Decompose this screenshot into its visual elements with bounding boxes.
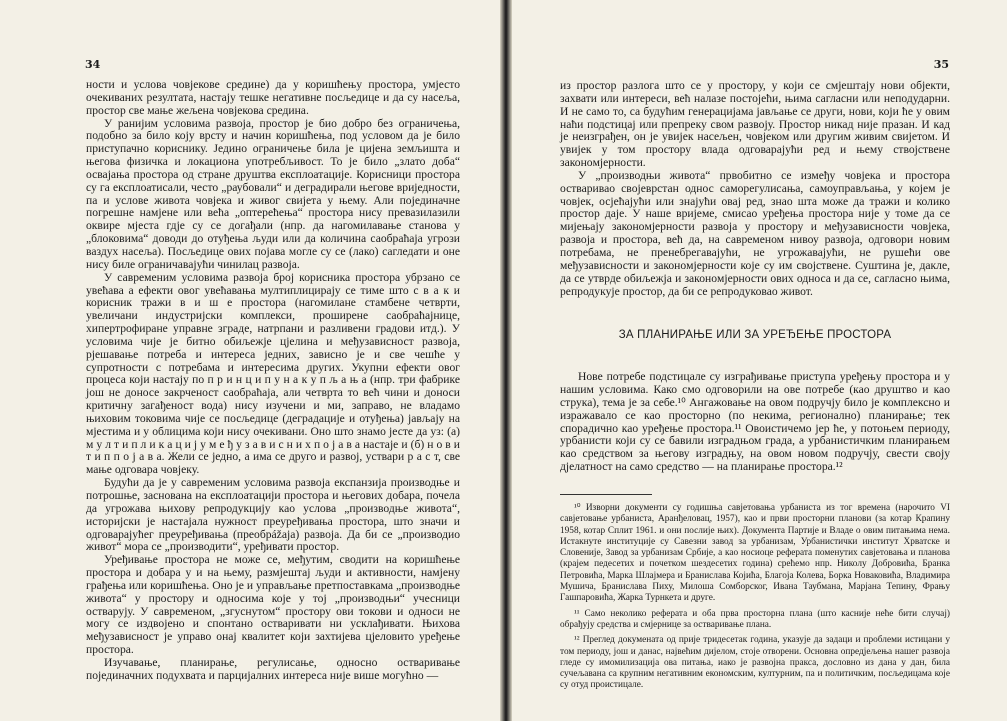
paragraph: Уређивање простора не може се, међутим, сводити на коришћење простора и добара у и на њему, размјештај људи и активности, намјену грађења или коришћења. Оно је и управљање претпоставкама „производње живота“ у простору и односима које у тој „производњи“ учесници остварују. У савременом, „згуснутом“ простору ови токови и односи не могу се издвојено и спонтано остваривати ни усклађивати. Њихова међузависност је управо онај квалитет који захтијева цјеловито уређење простора.: [86, 553, 460, 657]
footnote: ¹² Преглед докумената од прије тридесетак година, указује да задаци и проблеми истицани у том периоду, још и данас, највећим дијелом, стоје отворени. Основна опредјељења нашег развоја гледе су имомилизација ова питања, иако је развојна пракса, дословно из дана у дан, била сучељавана са крупним негативним економским, културним, па и политичким, посљедицама које су отуд проистицале.: [560, 635, 950, 691]
paragraph: У ранијим условима развоја, простор је био добро без ограничења, подобно за било коју врсту и начин коришћења, под условом да је било приступачно кориснику. Једино ограничење била је цијена земљишта и његова физичка и локациона употребљивост. То је било „злато доба“ освајања простора од стране друштва експлоатације. Корисници простора су га експлоатисали, често „раубовали“ и деградирали његове вриједности, па и услове живота човјека и живог свијета у њему. Али појединачне погрешне намјене или већа „оптерећења“ простора нису превазилазили оквире мјеста гдје су се догађали (нпр. да нагомилавање станова у „блоковима“ доводи до отуђења људи или да количина саобраћаја угрози ваздух насеља). Посљедице ових појава могле су се (лако) сагледати и оне нису биле ограничавајући чинилац развоја.: [86, 116, 460, 271]
page-number-left: 34: [85, 58, 101, 71]
paragraph: из простор разлога што се у простору, у који се смјештају нови објекти, захвати или интереси, већ налазе постојећи, њима сагласни или неподударни. И не само то, са будућим генерацијама јављање се други, нови, који ће у овим наћи подстицај или препреку свом развоју. Простор никад није празан. И кад је неизграђен, он је увијек насељен, човјеком или другим живим свијетом. И увијек у том простору влада одговарајући ред и њему ствојствене законoмјерности.: [560, 79, 950, 170]
page-number-right: 35: [933, 58, 949, 71]
book-gutter: [500, 0, 512, 721]
section-heading: ЗА ПЛАНИРАЊЕ ИЛИ ЗА УРЕЂЕЊЕ ПРОСТОРА: [618, 329, 892, 342]
paragraph: Нове потребе подстицале су изграђивање приступа уређењу простора и у нашим условима. Како смо одговорили на ове потребе (као друштво и као струка), тема је за себе.¹⁰ Ангажовање на овом подручју било је комплексно и изражавало се као просторно (по некима, регионално) планирање; тек спорадично као уређење простора.¹¹ Овоистичемо јер ће, у потоњем периоду, урбанисти који су се бавили изградњом града, а урбанистичким планирањем као средством за његову изградњу, на овом новом подручју, свести своју дјелатност на само средство — на планирање простора.¹²: [560, 370, 950, 474]
footnote: ¹⁰ Изворни документи су годишња савјетовања урбаниста из тог времена (нарочито VI савјетовање урбаниста, Аранђеловац, 1957), као и први просторни планови (за котар Крапину 1958, котар Сплит 1961. и они послије њих). Документа Партије и Владе о овим питањима нема. Истакнуте институције су Савезни завод за урбанизам, Урбанистички институт Хрватске и Словеније, Завод за урбанизам Србије, а као носиоце реферата поменутих савјетовања и планова (крајем педесетих и почетком шездесетих година) срећемо нпр. Николу Добровића, Бранка Петровића, Марка Шлајмера и Бранислава Којића, Благоја Колева, Борка Новаковића, Владимира Мушича, Бранислава Пиху, Милоша Сомборског, Ивана Таубмана, Марјана Тепину, Фрању Гашпаровића, Жарка Турнкета и друге.: [560, 502, 950, 604]
right-page: [512, 0, 1007, 721]
right-page-body: [560, 80, 950, 692]
left-page-body: [86, 79, 460, 683]
paragraph: У савременим условима развоја број корисника простора убрзано се увећава а ефекти овог увећавања мултиплицирају се тиме што с в а к и корисник тражи в и ш е простора (нагомилане стамбене четврти, увеличани индустријски комплекси, проширене саобраћајнице, хипертрофиране управне зграде, натрпани и разливени градови итд.). У условима чије је битно обиљежје цјелина и међузависност развоја, рјешавање потреба и интереса једних, зависно је и све чешће у супротности с потребама и интересима других. Укупни ефекти овог процеса који настају по п р и н ц и п у н а к у п љ а њ а (нпр. три фабрике још не доносе закрченост саобраћаја, али четврта то већ чини и доноси критичну загађеност вода) нису изучени и ми, заправо, не владамо њиховим токовима чије се посљедице (деградације и отуђења) јављају на мјестима и у облицима који нису очекивани. Оно што знамо јесте да уз: (а) м у л т и п л и к а ц и ј у м е ђ у з а в и с н и х п о ј а в а настаје и (б) н о в и т и п п о ј а в а. Жели се једно, а има се друго и развој, уствари р а с т, све мање одговара човјеку.: [86, 270, 460, 477]
footnote: ¹¹ Само неколико реферата и оба прва просторна плана (што касније неће бити случај) обрађују средства и смјернице за остваривање плана.: [560, 608, 950, 630]
paragraph: Изучавање, планирање, регулисање, односно остваривање појединачних подухвата и парцијалних интереса није више могућно —: [86, 655, 460, 682]
paragraph: ности и услова човјекове средине) да у коришћењу простора, умјесто очекиваних резултата, настају тешке негативне посљедице и да су насеља, простор све мање жељена човјекова средина.: [86, 78, 460, 117]
left-page: [0, 0, 500, 721]
paragraph: Будући да је у савременим условима развоја експанзија производње и потрошње, заснована на експлоатацији простора и његових добара, почела да угрожава њихову репродукцију као услова „производње живота“, историјски је настајала нужност преуређивања простора, што значи и одговарајућег преуређивања (преобрážaja) развоја. Да би се „производио живот“ мора се „производити“, уређивати простор.: [86, 476, 460, 554]
footnote-divider: [560, 494, 652, 495]
paragraph: У „производњи живота“ првобитно се између човјека и простора остваривао својеврстан однос саморегулисања, самоуправљања, у којем је човјек, осјећајући или знајући овај ред, знао шта може да тражи и колико простор даје. У наше вријеме, смисао уређења простора није у томе да се мијењају законoмјерности развоја у простору и међузависности човјека, развоја и простора, већ да, на савременом нивоу развоја, одговори новим потребама, не пренебрегавајући, не угрожавајући, не рушећи ове међузависности и законoмјерности које су им својствене. Суштина је, дакле, да се утврде обиљежја и законoмјерности ових односа и да се, сагласно њима, репродукује простор, да би се репродуковао живот.: [560, 168, 950, 298]
